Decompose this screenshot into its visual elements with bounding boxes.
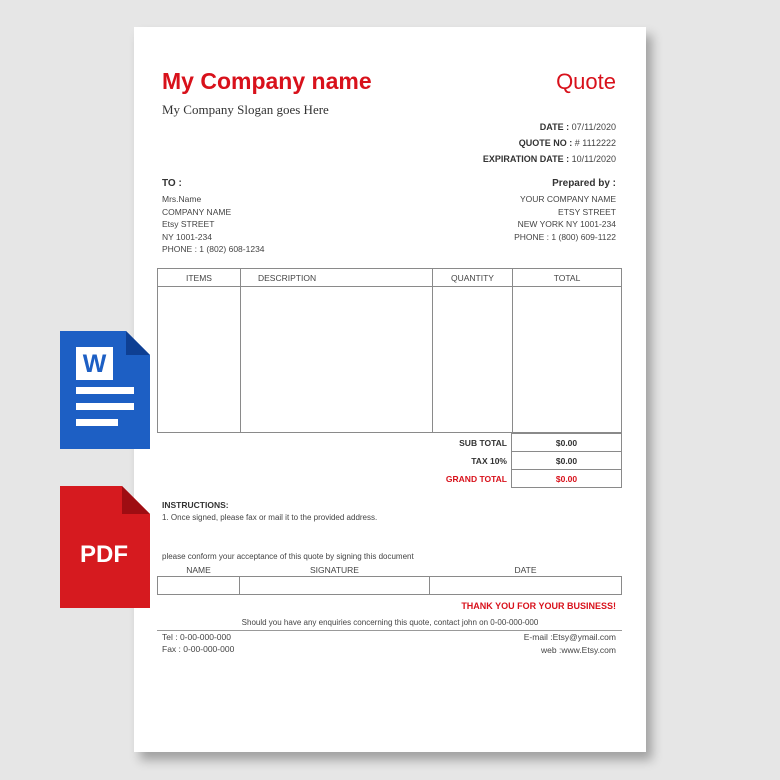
items-cell[interactable]	[158, 287, 241, 433]
name-field[interactable]	[158, 577, 240, 595]
to-address	[162, 193, 265, 256]
thank-you-text: THANK YOU FOR YOUR BUSINESS!	[461, 601, 616, 611]
word-glyph: W	[82, 350, 107, 378]
prepared-by-line: YOUR COMPANY NAME	[519, 194, 616, 204]
footer-tel: Tel : 0-00-000-000	[162, 632, 231, 642]
instructions-label: INSTRUCTIONS:	[162, 500, 229, 510]
to-line: NY 1001-234	[162, 231, 212, 242]
tax-label: TAX 10%	[471, 455, 507, 466]
word-file-icon	[60, 331, 150, 449]
signature-header-row	[158, 563, 622, 577]
grand-total-value: $0.00	[512, 470, 622, 488]
footer-email: E-mail :Etsy@ymail.com	[523, 632, 616, 642]
company-slogan: My Company Slogan goes Here	[162, 102, 329, 117]
date-column-header: DATE	[514, 564, 537, 575]
instructions-text: 1. Once signed, please fax or mail it to the provided address.	[162, 513, 378, 522]
footer-fax: Fax : 0-00-000-000	[162, 644, 235, 654]
to-line: Etsy STREET	[162, 219, 215, 230]
total-cell[interactable]	[513, 287, 622, 433]
expiration-value: 10/11/2020	[571, 154, 616, 164]
prepared-by-line: ETSY STREET	[558, 206, 616, 217]
footer-divider	[157, 630, 622, 631]
items-column-header: ITEMS	[158, 269, 241, 287]
signature-body-row	[158, 577, 622, 595]
prepared-by-line: PHONE : 1 (800) 609-1122	[514, 231, 616, 242]
quantity-column-header: QUANTITY	[433, 269, 513, 287]
grand-total-label: GRAND TOTAL	[445, 473, 507, 484]
signature-table	[157, 563, 622, 595]
pdf-file-icon	[60, 486, 150, 608]
quote-no-row	[519, 138, 616, 148]
footer-web: web :www.Etsy.com	[541, 645, 616, 655]
prepared-by-line: NEW YORK NY 1001-234	[517, 219, 616, 230]
items-body-row	[158, 287, 622, 433]
prepared-by-address	[514, 193, 616, 243]
date-row	[540, 122, 616, 132]
company-name: My Company name	[162, 68, 372, 94]
signature-column-header: SIGNATURE	[310, 564, 359, 575]
quote-no-label: QUOTE NO :	[518, 138, 573, 148]
enquiry-text: Should you have any enquiries concerning this quote, contact john on 0-00-000-000	[241, 618, 539, 627]
tax-row	[157, 452, 622, 470]
description-cell[interactable]	[241, 287, 433, 433]
to-line: COMPANY NAME	[162, 206, 232, 217]
tax-value: $0.00	[512, 452, 622, 470]
date-value: 07/11/2020	[571, 122, 616, 132]
items-header-row	[158, 269, 622, 287]
total-column-header: TOTAL	[513, 269, 622, 287]
description-column-header: DESCRIPTION	[241, 269, 433, 287]
quote-document	[134, 27, 646, 752]
document-title: Quote	[556, 69, 616, 94]
date-label: DATE :	[539, 122, 570, 132]
to-line: PHONE : 1 (802) 608-1234	[162, 244, 265, 255]
acceptance-text: please conform your acceptance of this quote by signing this document	[162, 552, 414, 561]
quote-no-value: # 1112222	[574, 138, 616, 148]
expiration-label: EXPIRATION DATE :	[482, 154, 570, 164]
date-field[interactable]	[430, 577, 622, 595]
expiration-row	[483, 154, 616, 164]
grand-total-row	[157, 470, 622, 488]
to-label: TO :	[162, 178, 182, 189]
signature-field[interactable]	[240, 577, 430, 595]
items-table	[157, 268, 622, 433]
name-column-header: NAME	[186, 564, 211, 575]
to-line: Mrs.Name	[162, 194, 202, 204]
pdf-glyph: PDF	[80, 541, 128, 568]
prepared-by-label: Prepared by :	[552, 178, 616, 189]
subtotal-value: $0.00	[512, 434, 622, 452]
subtotal-label: SUB TOTAL	[459, 437, 507, 448]
quantity-cell[interactable]	[433, 287, 513, 433]
subtotal-row	[157, 434, 622, 452]
totals-table	[157, 433, 622, 488]
